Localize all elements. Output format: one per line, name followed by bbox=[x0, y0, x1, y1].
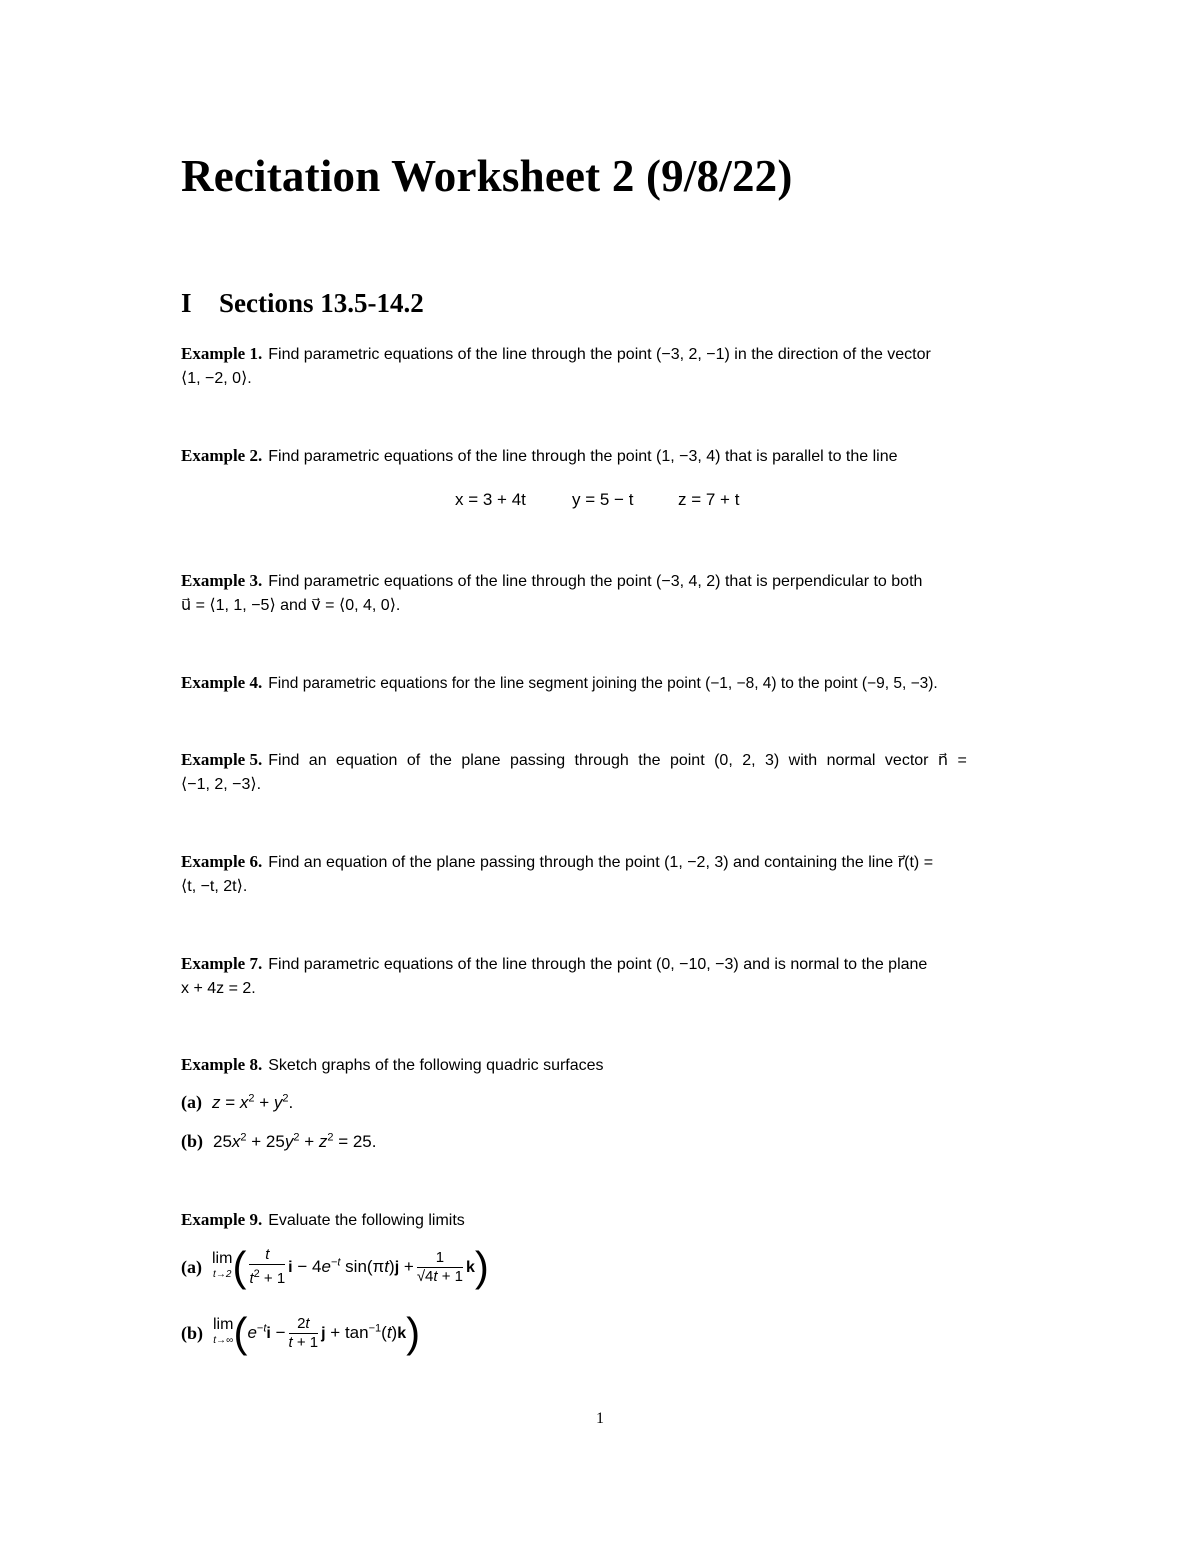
example-label: Example 3. bbox=[181, 571, 263, 590]
example-text-cont: x + 4z = 2. bbox=[181, 980, 256, 997]
example-text: Find an equation of the plane passing through the point (1, −2, 3) and containing the line r⃗(t) = bbox=[268, 854, 934, 871]
example-text: Find an equation of the plane passing through the point (0, 2, 3) with normal vector n⃗ = bbox=[268, 752, 967, 769]
line-equation-z: z = 7 + t bbox=[678, 490, 740, 509]
example-text-cont: ⟨t, −t, 2t⟩. bbox=[181, 878, 248, 895]
example-9 bbox=[181, 1208, 1021, 1232]
line-equation-y: y = 5 − t bbox=[572, 490, 634, 509]
example-text: Find parametric equations of the line through the point (−3, 4, 2) that is perpendicular to both bbox=[268, 573, 923, 590]
example-label: Example 2. bbox=[181, 446, 263, 465]
example-8-part-a bbox=[181, 1092, 293, 1113]
example-text: Find parametric equations of the line through the point (−3, 2, −1) in the direction of the vector bbox=[268, 346, 931, 363]
fraction: $\frac{t}{t^2 + 1}$ bbox=[249, 1246, 286, 1287]
example-6 bbox=[181, 850, 1021, 898]
example-label: Example 4. bbox=[181, 673, 263, 692]
section-heading bbox=[181, 288, 424, 319]
example-label: Example 7. bbox=[181, 954, 263, 973]
example-3 bbox=[181, 569, 1021, 617]
example-text: Find parametric equations of the line through the point (0, −10, −3) and is normal to the plane bbox=[268, 956, 928, 973]
example-7 bbox=[181, 952, 1021, 1000]
part-label: (b) bbox=[181, 1131, 203, 1151]
example-8 bbox=[181, 1053, 1021, 1077]
example-1 bbox=[181, 342, 1021, 390]
example-5 bbox=[181, 748, 1021, 796]
part-label: (a) bbox=[181, 1092, 202, 1112]
limit-operator: lim t→2 bbox=[212, 1250, 233, 1280]
limit-operator: lim t→∞ bbox=[213, 1316, 234, 1346]
example-2 bbox=[181, 444, 1021, 468]
example-text: Find parametric equations of the line through the point (1, −3, 4) that is parallel to the line bbox=[268, 448, 898, 465]
example-9-part-b: (b) lim t→∞ ($e^{-t}i$ − $\frac{2t}{t + 1}$ $j + \tan^{-1}(t)k$) bbox=[181, 1309, 421, 1356]
section-number: I bbox=[181, 288, 192, 318]
example-4 bbox=[181, 671, 1021, 695]
fraction: $\frac{2t}{t + 1}$ bbox=[288, 1314, 319, 1351]
section-label: Sections 13.5-14.2 bbox=[219, 288, 424, 318]
example-label: Example 1. bbox=[181, 344, 263, 363]
example-label: Example 9. bbox=[181, 1210, 263, 1229]
example-label: Example 6. bbox=[181, 852, 263, 871]
fraction: $\frac{1}{√4t + 1}$ bbox=[416, 1248, 463, 1285]
example-text: Sketch graphs of the following quadric surfaces bbox=[268, 1057, 604, 1074]
part-label: (b) bbox=[181, 1322, 203, 1343]
page-title: Recitation Worksheet 2 (9/8/22) bbox=[181, 151, 793, 201]
example-label: Example 8. bbox=[181, 1055, 263, 1074]
example-label: Example 5. bbox=[181, 750, 263, 769]
example-9-part-a: (a) lim t→2 ( $\frac{t}{t^2 + 1}$ $i - 4e^{-t}$ sin(πt)j + $\frac{1}{√4t + 1}$ k) bbox=[181, 1243, 489, 1290]
part-label: (a) bbox=[181, 1256, 202, 1277]
part-equation: $25x^2 + 25y^2 + z^2 = 25$. bbox=[213, 1131, 377, 1151]
part-equation: $z = x^2 + y^2$. bbox=[212, 1092, 294, 1112]
page-number: 1 bbox=[596, 1410, 604, 1427]
example-text-cont: ⟨1, −2, 0⟩. bbox=[181, 370, 252, 387]
line-equation-x: x = 3 + 4t bbox=[455, 490, 526, 509]
example-text-cont: u⃗ = ⟨1, 1, −5⟩ and v⃗ = ⟨0, 4, 0⟩. bbox=[181, 597, 401, 614]
example-text: Find parametric equations for the line segment joining the point (−1, −8, 4) to the point (−9, 5, −3). bbox=[268, 675, 938, 692]
example-text-cont: ⟨−1, 2, −3⟩. bbox=[181, 776, 262, 793]
example-text: Evaluate the following limits bbox=[268, 1212, 465, 1229]
example-8-part-b bbox=[181, 1131, 376, 1152]
